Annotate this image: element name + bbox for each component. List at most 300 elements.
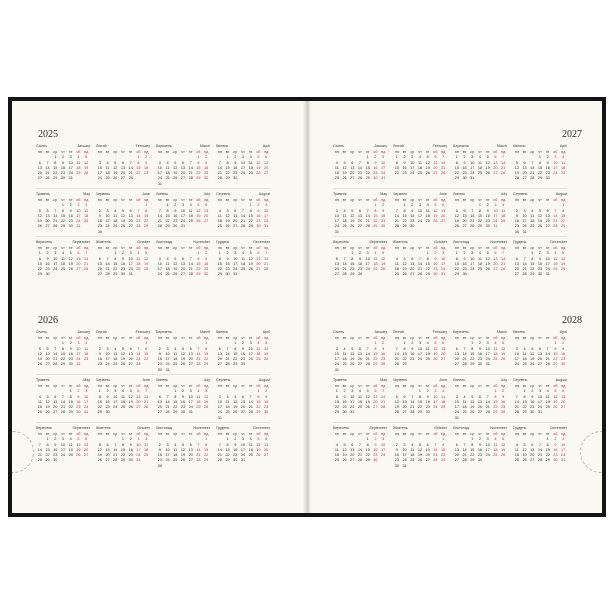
day-cell: 28: [462, 362, 467, 367]
weekday-label: вт: [105, 246, 110, 250]
day-cell: 21: [394, 357, 399, 362]
weekday-label: ср: [173, 246, 178, 250]
day-cell: 12: [113, 165, 118, 170]
day-cell: 2: [121, 251, 125, 256]
day-cell: 20: [373, 399, 378, 404]
day-cell: 30: [76, 410, 81, 415]
day-cell: 21: [357, 453, 363, 458]
month-name-en: December: [253, 426, 270, 430]
day-cell: 5: [265, 341, 268, 346]
day-cell: 24: [522, 224, 527, 229]
month-name-ua: Січень: [36, 330, 48, 334]
day-cell: 18: [196, 399, 201, 404]
day-cell: 13: [128, 213, 133, 218]
day-cell: 5: [486, 251, 489, 256]
day-cell: 15: [233, 351, 238, 356]
day-cell: 4: [418, 155, 422, 160]
weekday-label: пт: [365, 198, 370, 202]
weekday-label: чт: [61, 432, 65, 436]
day-cell: 21: [105, 267, 110, 272]
day-cell: 19: [173, 267, 178, 272]
day-cell: 1: [418, 389, 422, 394]
weekday-label: пт: [425, 150, 430, 154]
day-cell: 27: [120, 176, 126, 181]
day-cell: 23: [477, 453, 483, 458]
day-cell: 28: [196, 458, 201, 463]
weekday-label: чт: [121, 150, 125, 154]
weekday-label: чт: [181, 336, 185, 340]
day-cell: 25: [514, 458, 519, 463]
day-cell: 8: [366, 160, 369, 165]
weekday-label: сб: [256, 384, 261, 388]
day-cell: 6: [241, 394, 245, 399]
day-cell: 18: [514, 453, 519, 458]
day-cell: 4: [374, 251, 377, 256]
weekday-label: пн: [454, 198, 459, 202]
month-header: [453, 143, 507, 149]
day-cell: 11: [530, 213, 535, 218]
day-cell: 25: [334, 176, 339, 181]
day-cell: 1: [257, 389, 260, 394]
day-cell: 3: [382, 437, 385, 442]
day-cell: 28: [530, 176, 535, 181]
weekday-label: вт: [225, 384, 230, 388]
day-cell: 4: [218, 208, 221, 213]
day-cell: 25: [120, 405, 126, 410]
day-cell: 30: [233, 176, 238, 181]
day-cell: 5: [395, 394, 398, 399]
day-cell: 30: [381, 362, 386, 367]
month-header: [156, 377, 210, 383]
day-cell: 11: [84, 208, 89, 213]
month-grid: [156, 198, 210, 230]
day-cell: 22: [545, 453, 550, 458]
day-cell: 12: [394, 399, 399, 404]
month-block: [156, 239, 210, 299]
day-cell: 13: [188, 447, 193, 452]
day-cell: 26: [350, 224, 355, 229]
day-cell: 1: [121, 437, 125, 442]
day-cell: 18: [334, 453, 339, 458]
day-cell: 18: [342, 357, 347, 362]
weekday-label: вт: [45, 150, 50, 154]
day-cell: 26: [553, 405, 558, 410]
day-cell: 17: [381, 165, 386, 170]
day-cell: 5: [174, 256, 177, 261]
day-cell: 28: [417, 272, 423, 277]
day-cell: 24: [165, 362, 170, 367]
day-cell: 6: [265, 155, 268, 160]
month-grid: [333, 336, 387, 373]
month-block: [156, 425, 210, 485]
day-cell: 4: [106, 160, 109, 165]
day-cell: 14: [545, 351, 550, 356]
day-cell: 31: [454, 415, 459, 420]
day-cell: 14: [514, 399, 519, 404]
weekday-label: пн: [97, 384, 102, 388]
day-cell: 30: [373, 458, 378, 463]
day-cell: 17: [76, 351, 81, 356]
weekday-label: вт: [342, 150, 347, 154]
weekday-label: нд: [440, 384, 446, 388]
day-cell: 26: [128, 405, 133, 410]
day-cell: 10: [165, 351, 170, 356]
day-cell: 25: [173, 458, 178, 463]
day-cell: 9: [265, 394, 268, 399]
day-cell: 7: [114, 442, 117, 447]
weekday-label: вт: [462, 198, 467, 202]
weekday-label: нд: [83, 336, 89, 340]
day-cell: 29: [493, 410, 498, 415]
day-cell: 2: [515, 208, 518, 213]
day-cell: 14: [37, 447, 42, 452]
day-cell: 7: [137, 346, 140, 351]
weekday-label: пт: [545, 336, 550, 340]
month-name-ua: Березень: [453, 144, 469, 148]
day-cell: 7: [226, 346, 229, 351]
day-cell: 14: [144, 394, 149, 399]
day-cell: 16: [501, 399, 506, 404]
weekday-label: сб: [256, 246, 261, 250]
month-header: [96, 143, 150, 149]
day-cell: 29: [196, 176, 201, 181]
day-cell: 11: [522, 351, 527, 356]
month-block: [216, 425, 270, 485]
month-block: [393, 239, 447, 299]
weekday-label: чт: [478, 384, 482, 388]
day-cell: 6: [546, 208, 549, 213]
day-cell: 24: [417, 357, 423, 362]
day-cell: 2: [358, 251, 362, 256]
weekday-label: чт: [121, 336, 125, 340]
day-cell: 4: [502, 203, 505, 208]
day-cell: 12: [433, 208, 438, 213]
day-cell: 6: [265, 437, 268, 442]
day-cell: 22: [196, 267, 201, 272]
day-cell: 26: [180, 458, 186, 463]
day-cell: 16: [233, 165, 238, 170]
day-cell: 9: [562, 346, 565, 351]
month-grid: [216, 336, 270, 368]
month-name-ua: Серпень: [216, 378, 231, 382]
day-cell: 1: [455, 155, 458, 160]
day-cell: 10: [381, 442, 386, 447]
day-cell: 11: [225, 399, 230, 404]
day-cell: 4: [174, 442, 177, 447]
day-cell: 26: [233, 410, 238, 415]
weekday-label: пт: [68, 336, 73, 340]
day-cell: 2: [546, 155, 549, 160]
day-cell: 22: [204, 453, 209, 458]
day-cell: 10: [264, 208, 269, 213]
day-cell: 12: [561, 256, 566, 261]
month-name-ua: Грудень: [216, 240, 230, 244]
day-cell: 13: [76, 256, 81, 261]
day-cell: 5: [471, 394, 474, 399]
day-cell: 12: [537, 213, 543, 218]
weekday-label: чт: [418, 432, 422, 436]
day-cell: 1: [471, 341, 474, 346]
month-name-ua: Квітень: [216, 144, 229, 148]
day-cell: 9: [486, 208, 489, 213]
weekday-label: пн: [157, 246, 162, 250]
day-cell: 7: [502, 155, 505, 160]
day-cell: 9: [174, 208, 177, 213]
day-cell: 13: [53, 399, 58, 404]
day-cell: 18: [84, 213, 89, 218]
day-cell: 31: [485, 362, 490, 367]
day-cell: 2: [382, 341, 385, 346]
month-grid: [513, 198, 567, 235]
month-name-en: September: [72, 426, 90, 430]
month-header: [156, 329, 210, 335]
day-cell: 4: [121, 389, 125, 394]
day-cell: 20: [537, 357, 543, 362]
day-cell: 22: [248, 219, 253, 224]
day-cell: 19: [522, 453, 527, 458]
month-grid: [513, 150, 567, 182]
day-cell: 17: [334, 357, 339, 362]
weekday-label: пт: [545, 198, 550, 202]
month-name-en: October: [137, 426, 150, 430]
day-cell: 26: [433, 219, 438, 224]
weekday-label: нд: [560, 150, 566, 154]
day-cell: 26: [530, 362, 535, 367]
day-cell: 25: [417, 171, 423, 176]
month-name-ua: Червень: [96, 378, 111, 382]
day-cell: 6: [411, 256, 414, 261]
day-cell: 28: [128, 176, 133, 181]
day-cell: 14: [485, 399, 490, 404]
day-cell: 19: [144, 261, 149, 266]
day-cell: 18: [256, 351, 261, 356]
day-cell: 9: [463, 256, 466, 261]
day-cell: 25: [113, 362, 118, 367]
day-cell: 20: [240, 405, 246, 410]
day-cell: 28: [441, 171, 446, 176]
day-cell: 23: [157, 362, 162, 367]
day-cell: 24: [76, 357, 81, 362]
day-cell: 20: [493, 165, 498, 170]
day-cell: 3: [455, 394, 458, 399]
day-cell: 26: [37, 224, 42, 229]
day-cell: 17: [97, 171, 102, 176]
weekday-label: чт: [61, 246, 65, 250]
day-cell: 23: [60, 171, 66, 176]
day-cell: 22: [225, 453, 230, 458]
day-cell: 27: [217, 362, 222, 367]
day-cell: 14: [357, 165, 363, 170]
day-cell: 9: [426, 394, 429, 399]
day-cell: 1: [546, 437, 549, 442]
month-name-en: December: [253, 240, 270, 244]
day-cell: 12: [233, 399, 238, 404]
day-cell: 15: [196, 165, 201, 170]
day-cell: 30: [240, 362, 246, 367]
day-cell: 3: [158, 160, 161, 165]
day-cell: 4: [478, 155, 482, 160]
day-cell: 1: [374, 203, 377, 208]
day-cell: 10: [136, 442, 141, 447]
day-cell: 22: [165, 219, 170, 224]
day-cell: 3: [382, 155, 385, 160]
month-name-ua: Квітень: [513, 144, 526, 148]
day-cell: 5: [69, 251, 72, 256]
day-cell: 28: [410, 410, 415, 415]
month-grid: [513, 336, 567, 368]
day-cell: 30: [204, 176, 209, 181]
day-cell: 26: [256, 171, 261, 176]
day-cell: 14: [553, 213, 558, 218]
day-cell: 19: [248, 261, 253, 266]
day-cell: 15: [113, 261, 118, 266]
day-cell: 29: [454, 176, 459, 181]
day-cell: 13: [350, 447, 355, 452]
day-cell: 25: [342, 362, 347, 367]
day-cell: 25: [173, 362, 178, 367]
day-cell: 20: [128, 357, 133, 362]
day-cell: 22: [144, 357, 149, 362]
day-cell: 29: [553, 362, 558, 367]
day-cell: 5: [249, 251, 252, 256]
day-cell: 4: [145, 437, 148, 442]
month-name-en: July: [203, 378, 210, 382]
day-cell: 25: [84, 357, 89, 362]
day-cell: 11: [334, 447, 339, 452]
day-cell: 5: [181, 346, 185, 351]
day-cell: 25: [60, 267, 66, 272]
weekday-label: чт: [181, 150, 185, 154]
weekday-label: чт: [241, 246, 245, 250]
day-cell: 17: [454, 405, 459, 410]
month-name-en: March: [200, 144, 210, 148]
weekday-label: вт: [165, 246, 170, 250]
day-cell: 22: [537, 171, 543, 176]
day-cell: 7: [358, 160, 362, 165]
day-cell: 14: [537, 447, 543, 452]
weekday-label: сб: [136, 246, 141, 250]
weekday-label: нд: [560, 384, 566, 388]
day-cell: 1: [174, 389, 177, 394]
day-cell: 19: [514, 171, 519, 176]
month-name-en: November: [490, 240, 507, 244]
day-cell: 30: [553, 458, 558, 463]
day-cell: 9: [181, 394, 185, 399]
day-cell: 15: [350, 261, 355, 266]
row-divider: [333, 374, 567, 375]
day-cell: 17: [545, 261, 550, 266]
day-cell: 23: [553, 453, 558, 458]
day-cell: 7: [471, 208, 474, 213]
month-name-ua: Травень: [36, 192, 50, 196]
day-cell: 15: [365, 447, 370, 452]
day-cell: 22: [373, 219, 378, 224]
day-cell: 14: [365, 213, 370, 218]
day-cell: 27: [477, 410, 483, 415]
day-cell: 15: [120, 447, 126, 452]
day-cell: 15: [225, 447, 230, 452]
day-cell: 22: [136, 171, 141, 176]
month-grid: [333, 198, 387, 235]
day-cell: 1: [562, 203, 565, 208]
day-cell: 13: [256, 256, 261, 261]
day-cell: 16: [97, 219, 102, 224]
day-cell: 30: [477, 362, 483, 367]
day-cell: 1: [249, 203, 252, 208]
day-cell: 5: [129, 389, 132, 394]
day-cell: 30: [433, 272, 438, 277]
day-cell: 27: [264, 171, 269, 176]
day-cell: 25: [240, 267, 246, 272]
weekday-label: пн: [157, 336, 162, 340]
weekday-label: ср: [470, 432, 475, 436]
day-cell: 21: [157, 219, 162, 224]
day-cell: 25: [545, 405, 550, 410]
weekday-label: сб: [76, 246, 81, 250]
day-cell: 14: [196, 447, 201, 452]
day-cell: 28: [514, 410, 519, 415]
day-cell: 15: [60, 351, 66, 356]
day-cell: 20: [561, 399, 566, 404]
day-cell: 20: [433, 165, 438, 170]
day-cell: 23: [97, 362, 102, 367]
month-name-ua: Липень: [156, 192, 169, 196]
weekday-label: вт: [522, 198, 527, 202]
day-cell: 4: [335, 442, 338, 447]
weekday-label: пт: [248, 336, 253, 340]
day-cell: 29: [204, 458, 209, 463]
day-cell: 9: [531, 394, 534, 399]
day-cell: 29: [173, 410, 178, 415]
weekday-label: ср: [530, 198, 535, 202]
day-cell: 4: [426, 203, 429, 208]
day-cell: 22: [68, 405, 73, 410]
day-cell: 22: [173, 405, 178, 410]
month-grid: [393, 150, 447, 176]
day-cell: 30: [381, 224, 386, 229]
day-cell: 31: [128, 272, 133, 277]
day-cell: 4: [241, 251, 245, 256]
day-cell: 13: [204, 208, 209, 213]
day-cell: 13: [180, 261, 186, 266]
day-cell: 19: [470, 405, 475, 410]
month-block: [453, 239, 507, 299]
weekday-label: нд: [380, 432, 386, 436]
day-cell: 3: [218, 394, 221, 399]
day-cell: 6: [455, 442, 458, 447]
day-cell: 25: [373, 267, 378, 272]
day-cell: 24: [53, 267, 58, 272]
day-cell: 4: [166, 256, 169, 261]
day-cell: 22: [530, 267, 535, 272]
day-cell: 12: [485, 256, 490, 261]
year-label: 2027: [562, 129, 582, 140]
month-block: [333, 425, 387, 485]
day-cell: 31: [76, 362, 81, 367]
day-cell: 22: [553, 357, 558, 362]
day-cell: 7: [554, 208, 557, 213]
weekday-label: пн: [454, 384, 459, 388]
weekday-label: чт: [241, 384, 245, 388]
day-cell: 29: [334, 410, 339, 415]
day-cell: 16: [76, 399, 81, 404]
day-cell: 14: [501, 160, 506, 165]
day-cell: 13: [373, 394, 378, 399]
day-cell: 6: [181, 256, 185, 261]
day-cell: 4: [38, 394, 41, 399]
day-cell: 19: [342, 171, 347, 176]
weekday-label: вт: [522, 150, 527, 154]
